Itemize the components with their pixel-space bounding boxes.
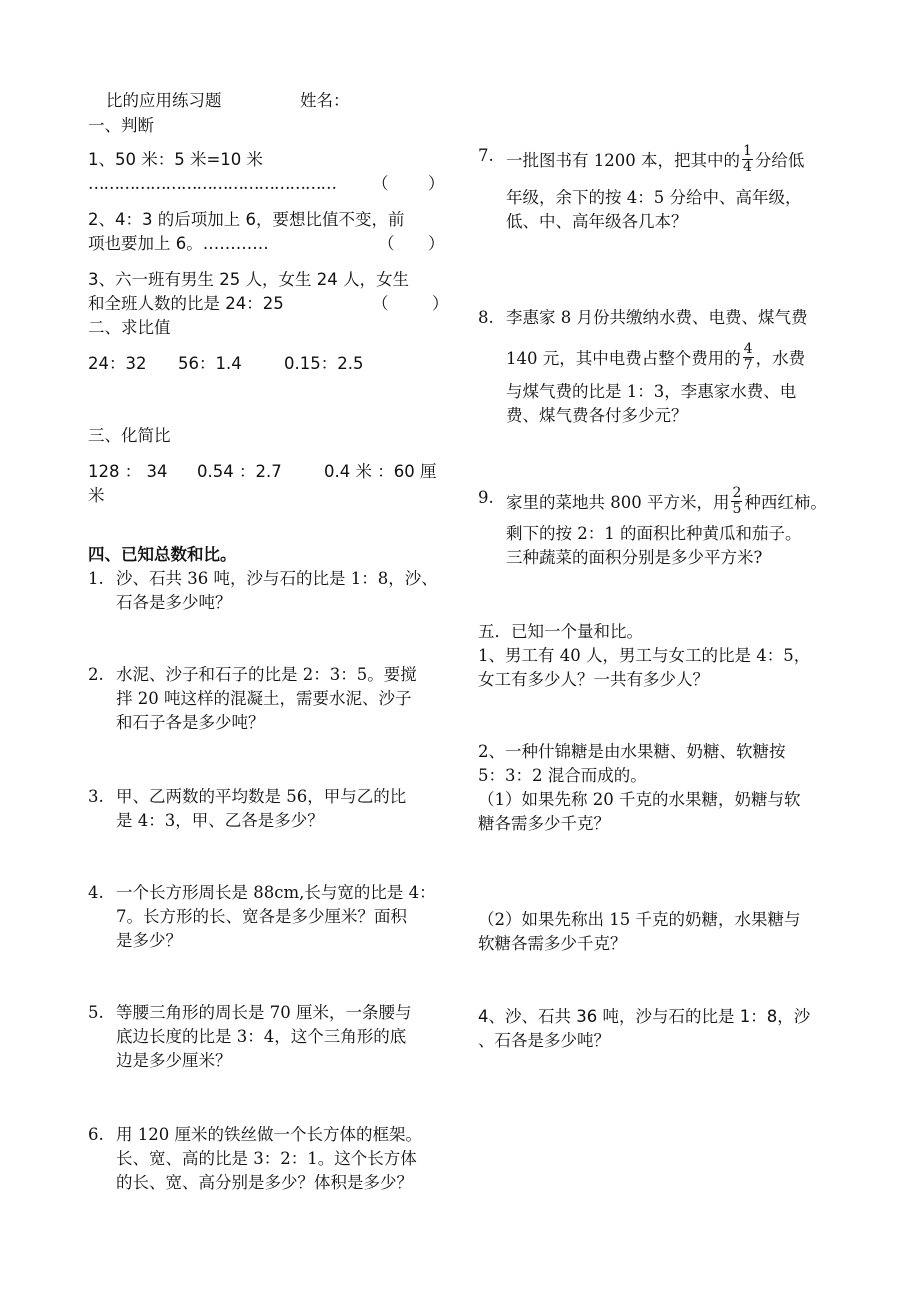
- simplify-ratio-3-wrap: 米: [88, 486, 105, 505]
- simplify-ratio-2: 0.54 ：2.7: [197, 462, 282, 481]
- fraction-denominator: 4: [742, 159, 752, 175]
- problem-line: 4、沙、石共 36 吨，沙与石的比是 1：8，沙: [478, 1007, 811, 1026]
- problem-line: 一个长方形周长是 88cm,长与宽的比是 4：: [116, 883, 436, 902]
- simplify-ratio-1: 128 ： 34: [88, 462, 168, 481]
- problem-line: 费、煤气费各付多少元？: [506, 406, 688, 425]
- problem-line: 用 120 厘米的铁丝做一个长方体的框架。: [116, 1125, 422, 1144]
- fraction: [731, 486, 742, 517]
- problem-line: 糖各需多少千克？: [478, 814, 610, 833]
- judge-item-3-line2: 和全班人数的比是 24：25: [88, 294, 284, 313]
- fraction-denominator: 7: [743, 357, 753, 373]
- judge-item-1-dots: …………………………………………: [88, 174, 336, 193]
- problem-line: 年级，余下的按 4：5 分给中、高年级，: [506, 188, 802, 207]
- worksheet-title: 比的应用练习题: [106, 91, 222, 110]
- ratio-value-3: 0.15：2.5: [284, 354, 364, 373]
- judge-item-2-line1: 2、4：3 的后项加上 6，要想比值不变，前: [88, 210, 405, 229]
- judge-item-1-line1: 1、50 米：5 米=10 米: [88, 150, 264, 169]
- problem-number: 3.: [88, 787, 104, 806]
- problem-line: 石各是多少吨？: [116, 593, 232, 612]
- fraction: [743, 342, 754, 373]
- problem-line: [506, 143, 805, 177]
- problem-line: 剩下的按 2：1 的面积比种黄瓜和茄子。: [506, 524, 802, 543]
- judge-item-2-paren-open: （: [378, 234, 395, 253]
- problem-line: 女工有多少人？一共有多少人？: [478, 670, 709, 689]
- problem-line: 边是多少厘米？: [116, 1051, 232, 1070]
- problem-line: 和石子各是多少吨？: [116, 713, 265, 732]
- problem-line: 软糖各需多少千克？: [478, 934, 627, 953]
- problem-line: 低、中、高年级各几本？: [506, 212, 688, 231]
- problem-line: （2）如果先称出 15 千克的奶糖，水果糖与: [478, 910, 801, 929]
- problem-number: 9.: [478, 488, 494, 507]
- problem-number: 7.: [478, 146, 494, 165]
- judge-item-1-paren-close: ）: [428, 174, 445, 193]
- problem-line: 底边长度的比是 3：4，这个三角形的底: [116, 1027, 407, 1046]
- judge-item-3-paren-close: ）: [432, 294, 449, 313]
- section-5-heading: 五．已知一个量和比。: [478, 622, 643, 641]
- problem-line: （1）如果先称 20 千克的水果糖，奶糖与软: [478, 790, 801, 809]
- ratio-value-1: 24：32: [88, 354, 147, 373]
- judge-item-2-line2: 项也要加上 6。…………: [88, 234, 269, 253]
- judge-item-2-paren-close: ）: [428, 234, 445, 253]
- judge-item-1-paren-open: （: [372, 174, 389, 193]
- judge-item-3-line1: 3、六一班有男生 25 人，女生 24 人，女生: [88, 270, 409, 289]
- problem-line: 、石各是多少吨？: [478, 1031, 610, 1050]
- problem-text: 140 元，其中电费占整个费用的: [506, 349, 741, 368]
- problem-number: 4.: [88, 883, 104, 902]
- problem-line: 是多少？: [116, 931, 182, 950]
- problem-line: 水泥、沙子和石子的比是 2：3：5。要搅: [116, 665, 417, 684]
- problem-line: 7。长方形的长、宽各是多少厘米？面积: [116, 907, 407, 926]
- problem-line: 李惠家 8 月份共缴纳水费、电费、煤气费: [506, 308, 808, 327]
- problem-line: 长、宽、高的比是 3：2：1。这个长方体: [116, 1149, 417, 1168]
- fraction-numerator: 4: [743, 341, 753, 357]
- fraction-numerator: 1: [742, 143, 752, 159]
- problem-text: 家里的菜地共 800 平方米，用: [506, 493, 730, 512]
- problem-text: 一批图书有 1200 本，把其中的: [506, 151, 740, 170]
- problem-line: [506, 485, 827, 519]
- problem-text: 分给低: [754, 151, 805, 170]
- problem-line: 甲、乙两数的平均数是 56，甲与乙的比: [116, 787, 407, 806]
- fraction-numerator: 2: [732, 485, 742, 501]
- problem-number: 6.: [88, 1125, 104, 1144]
- section-3-heading: 三、化简比: [88, 426, 171, 445]
- problem-number: 5.: [88, 1003, 104, 1022]
- problem-line: 2、一种什锦糖是由水果糖、奶糖、软糖按: [478, 742, 786, 761]
- problem-line: 与煤气费的比是 1：3，李惠家水费、电: [506, 382, 797, 401]
- problem-number: 8.: [478, 308, 494, 327]
- judge-item-3-paren-open: （: [372, 294, 389, 313]
- section-1-heading: 一、判断: [88, 116, 154, 135]
- problem-number: 1.: [88, 569, 104, 588]
- fraction-denominator: 5: [732, 501, 742, 517]
- problem-line: 三种蔬菜的面积分别是多少平方米?: [506, 548, 763, 567]
- problem-text: ，水费: [755, 349, 806, 368]
- problem-line: 拌 20 吨这样的混凝土，需要水泥、沙子: [116, 689, 412, 708]
- problem-line: 1、男工有 40 人，男工与女工的比是 4：5，: [478, 646, 811, 665]
- section-2-heading: 二、求比值: [88, 318, 171, 337]
- problem-text: 种西红柿。: [744, 493, 827, 512]
- name-label: 姓名：: [300, 91, 350, 110]
- problem-line: 的长、宽、高分别是多少？体积是多少？: [116, 1173, 413, 1192]
- ratio-value-2: 56：1.4: [178, 354, 242, 373]
- simplify-ratio-3: 0.4 米 ：60 厘: [324, 462, 437, 481]
- fraction: [742, 144, 753, 175]
- problem-line: 5：3：2 混合而成的。: [478, 766, 647, 785]
- problem-line: 是 4：3，甲、乙各是多少？: [116, 811, 324, 830]
- section-4-heading: 四、已知总数和比。: [88, 545, 237, 564]
- problem-line: [506, 341, 806, 375]
- problem-line: 沙、石共 36 吨，沙与石的比是 1：8，沙、: [116, 569, 438, 588]
- problem-number: 2.: [88, 665, 104, 684]
- problem-line: 等腰三角形的周长是 70 厘米，一条腰与: [116, 1003, 412, 1022]
